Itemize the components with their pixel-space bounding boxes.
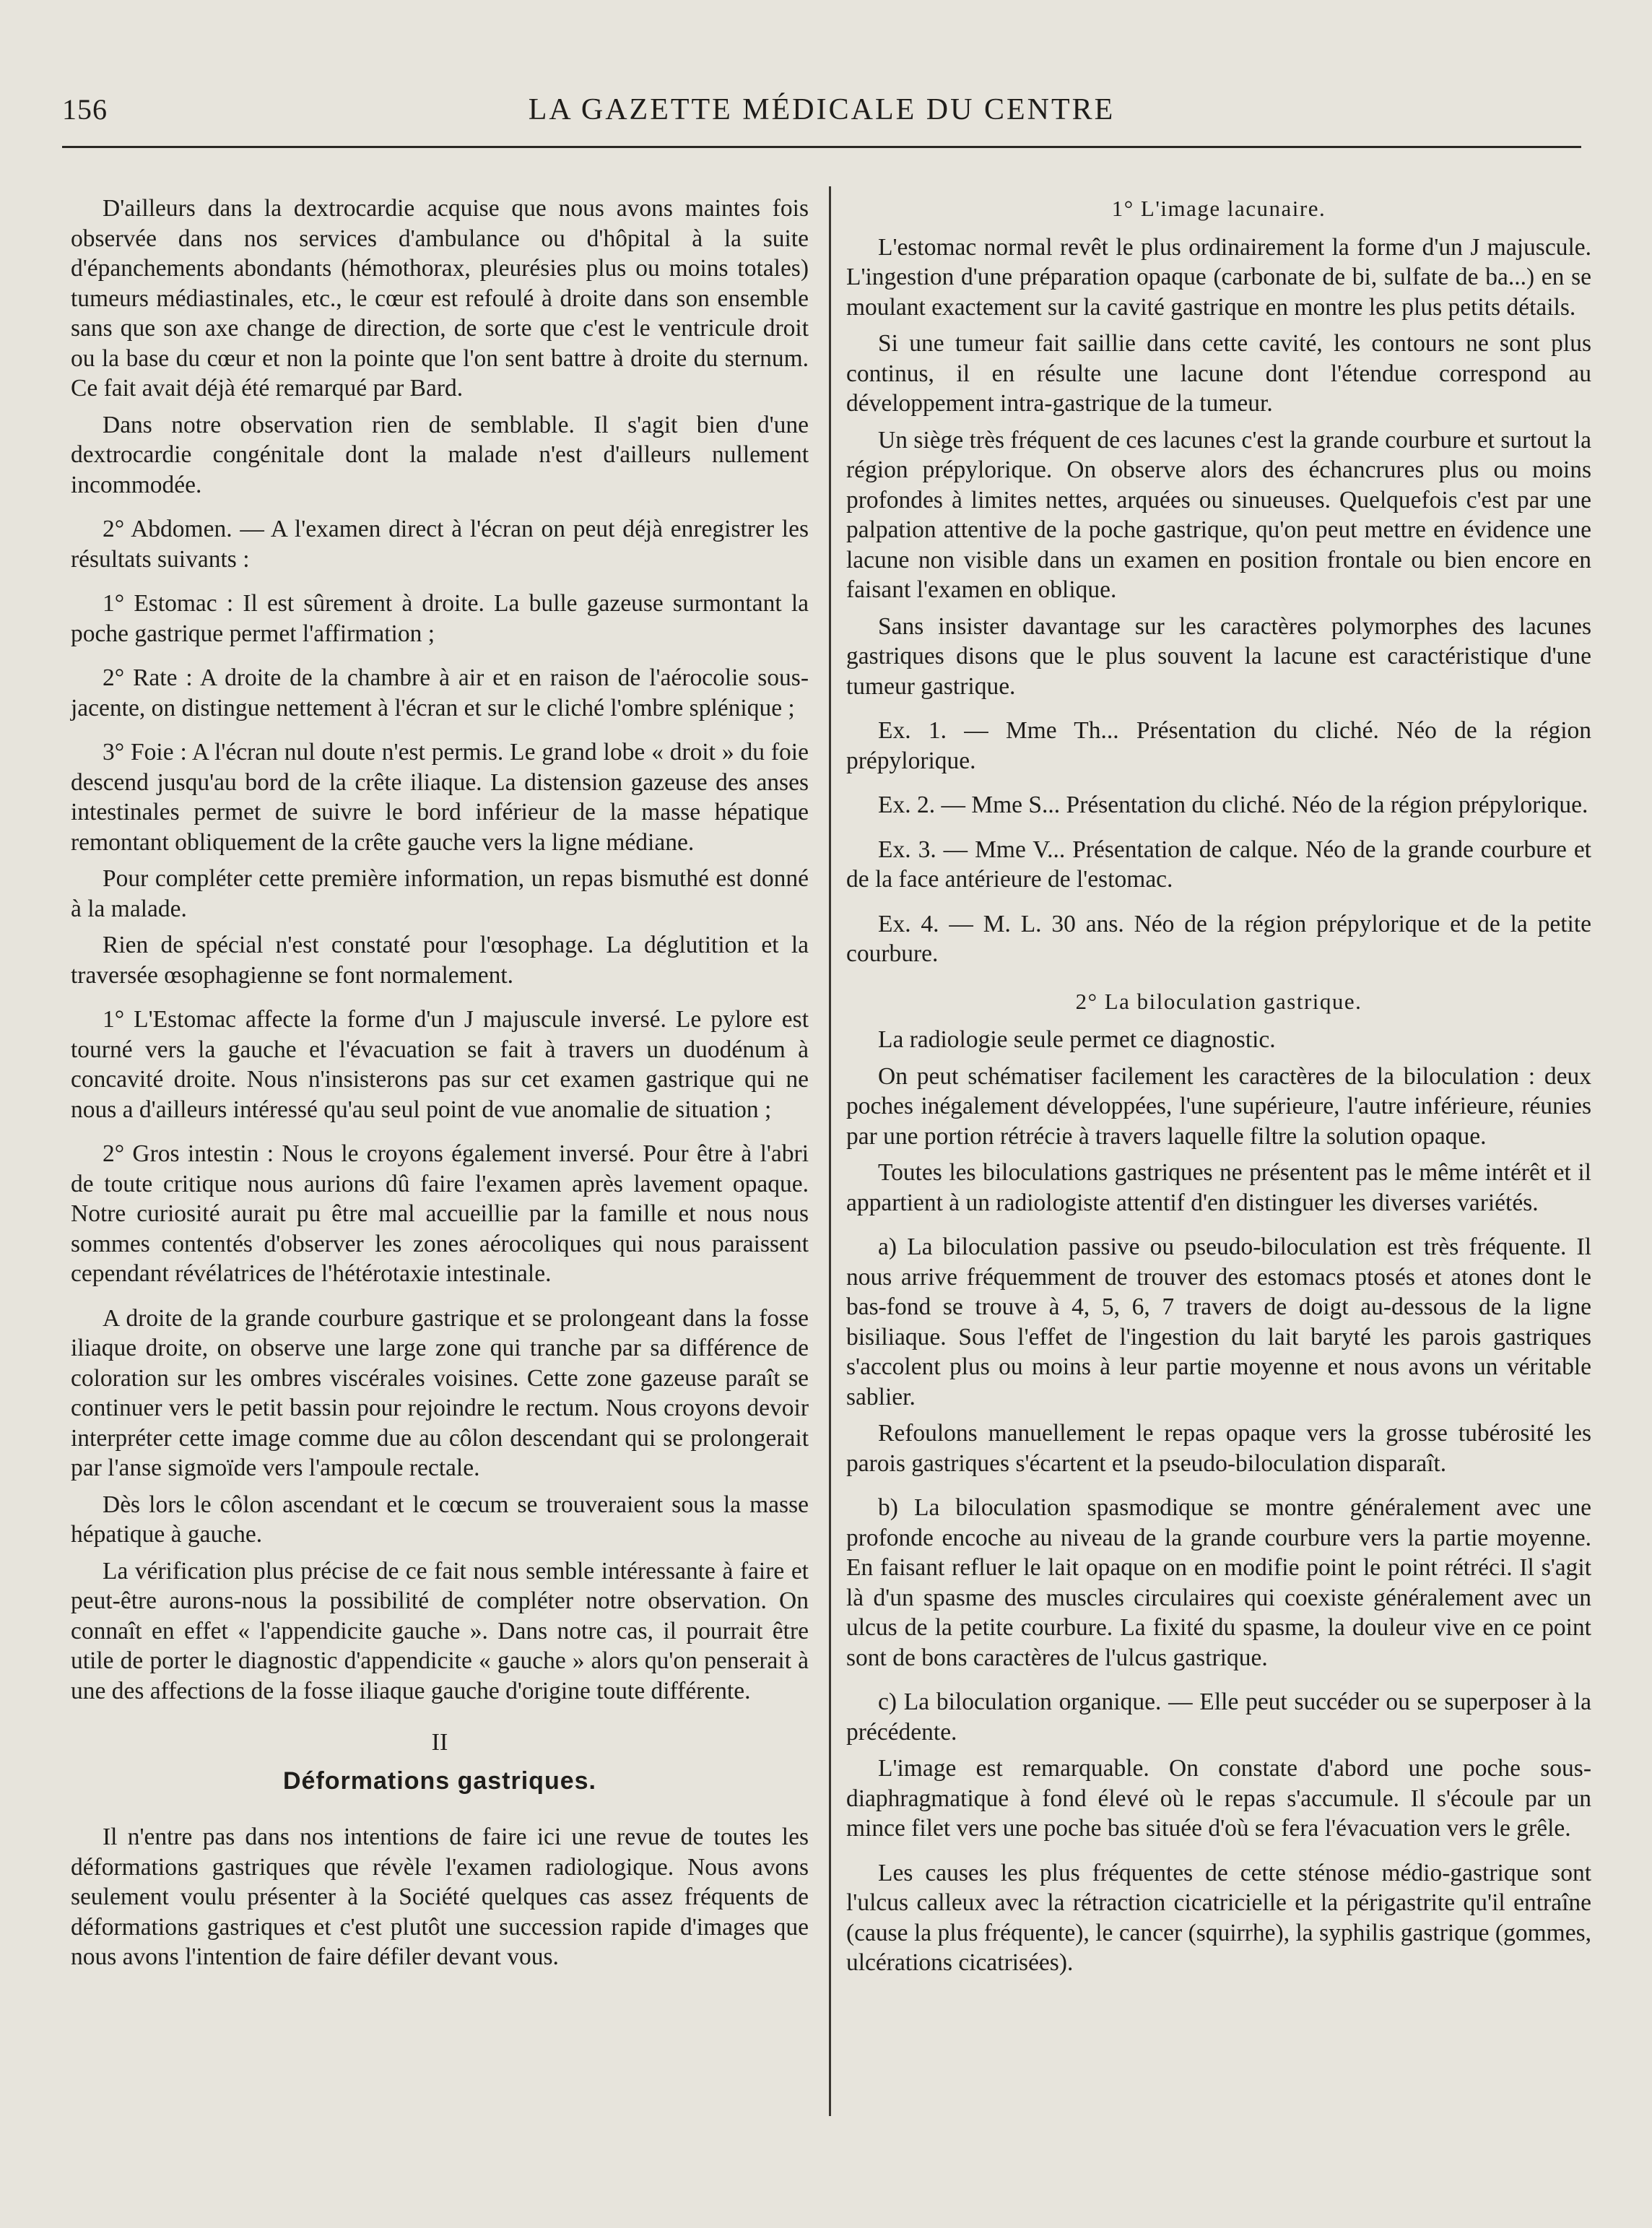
paragraph: La vérification plus précise de ce fait nous semble intéressante à faire et peut-être aurons-nous la possibilité de compléter notre observation. On connaît en effet « l'appendicite gauche ». Dans notre cas, il pourrait être utile de porter le diagnostic d'appendicite « gauche » alors qu'on penserait à une des affections de la fosse iliaque gauche d'origine toute différente. (71, 1557, 809, 1704)
paragraph: Sans insister davantage sur les caractères polymorphes des lacunes gastriques disons que le plus souvent la lacune est caractéristique d'une tumeur gastrique. (846, 612, 1591, 700)
subsection-heading: 2° La biloculation gastrique. (1075, 988, 1362, 1014)
paragraph: 2° Rate : A droite de la chambre à air et en raison de l'aérocolie sous-jacente, on distingue nettement à l'écran et sur le cliché l'ombre splénique ; (71, 664, 809, 721)
paragraph: La radiologie seule permet ce diagnostic. (878, 1026, 1276, 1053)
journal-title: LA GAZETTE MÉDICALE DU CENTRE (528, 93, 1116, 126)
example-item: Ex. 2. — Mme S... Présentation du cliché. Néo de la région prépylorique. (878, 792, 1588, 818)
example-item: Ex. 3. — Mme V... Présentation de calque. Néo de la grande courbure et de la face antérieure de l'estomac. (846, 836, 1591, 893)
paragraph: Dans notre observation rien de semblable. Il s'agit bien d'une dextrocardie congénitale dont la malade n'est d'ailleurs nullement incommodée. (71, 411, 809, 498)
paragraph: Dès lors le côlon ascendant et le cœcum se trouveraient sous la masse hépatique à gauche. (71, 1491, 809, 1548)
paragraph: L'image est remarquable. On constate d'abord une poche sous-diaphragmatique à fond élevé où le repas s'accumule. Il s'écoule par un mince filet vers une poche bas située d'où se fera l'évacuation vers le grêle. (846, 1755, 1591, 1842)
example-item: Ex. 4. — M. L. 30 ans. Néo de la région prépylorique et de la petite courbure. (846, 910, 1591, 967)
paragraph: c) La biloculation organique. — Elle peut succéder ou se superposer à la précédente. (846, 1689, 1591, 1746)
paragraph: 1° Estomac : Il est sûrement à droite. La bulle gazeuse surmontant la poche gastrique permet l'affirmation ; (71, 590, 809, 647)
section-title: Déformations gastriques. (283, 1767, 596, 1795)
paragraph: a) La biloculation passive ou pseudo-biloculation est très fréquente. Il nous arrive fréquemment de trouver des estomacs ptosés et atones dont le bas-fond se trouve à 4, 5, 6, 7 travers de doigt au-dessous de la ligne bisiliaque. Sous l'effet de l'ingestion du lait baryté les parois gastriques s'accolent plus ou moins à leur partie moyenne et nous avons un véritable sablier. (846, 1234, 1591, 1410)
paragraph: A droite de la grande courbure gastrique et se prolongeant dans la fosse iliaque droite, on observe une large zone qui tranche par sa différence de coloration sur les ombres viscérales voisines. Cette zone gazeuse paraît se continuer vers le petit bassin pour rejoindre le rectum. Nous croyons devoir interpréter cette image comme due au côlon descendant qui se prolongerait par l'anse sigmoïde vers l'ampoule rectale. (71, 1304, 809, 1481)
left-column (71, 194, 809, 1972)
right-column (846, 194, 1591, 1978)
paragraph: 2° Gros intestin : Nous le croyons également inversé. Pour être à l'abri de toute critique nous aurions dû faire l'examen après lavement opaque. Notre curiosité aurait pu être mal accueillie par la famille et nous nous sommes contentés d'observer les zones aérocoliques qui nous paraissent cependant révélatrices de l'hétérotaxie intestinale. (71, 1140, 809, 1287)
example-item: Ex. 1. — Mme Th... Présentation du cliché. Néo de la région prépylorique. (846, 717, 1591, 774)
paragraph: Les causes les plus fréquentes de cette sténose médio-gastrique sont l'ulcus calleux avec la rétraction cicatricielle et la périgastrite qu'il entraîne (cause la plus fréquente), le cancer (squirrhe), la syphilis gastrique (gommes, ulcérations cicatrisées). (846, 1859, 1591, 1976)
paragraph: 3° Foie : A l'écran nul doute n'est permis. Le grand lobe « droit » du foie descend jusqu'au bord de la crête iliaque. La distension gazeuse des anses intestinales permet de suivre le bord inférieur de la masse hépatique remontant obliquement de la crête gauche vers la ligne médiane. (71, 739, 809, 856)
paragraph: Rien de spécial n'est constaté pour l'œsophage. La déglutition et la traversée œsophagienne se font normalement. (71, 932, 809, 989)
paragraph: Il n'entre pas dans nos intentions de faire ici une revue de toutes les déformations gastriques que révèle l'examen radiologique. Nous avons seulement voulu présenter à la Société quelques cas assez fréquents de déformations gastriques et c'est plutôt une succession rapide d'images que nous avons l'intention de faire défiler devant vous. (71, 1824, 809, 1970)
page-header (62, 92, 1581, 136)
paragraph: b) La biloculation spasmodique se montre généralement avec une profonde encoche au niveau de la grande courbure vers la partie moyenne. En faisant refluer le lait opaque on en modifie point le point rétréci. Il s'agit là d'un spasme des muscles circulaires qui coexiste généralement avec un ulcus de la petite courbure. La fixité du spasme, la douleur vive en ce point sont de bons caractères de l'ulcus gastrique. (846, 1494, 1591, 1671)
page-number: 156 (62, 93, 108, 126)
paragraph: Si une tumeur fait saillie dans cette cavité, les contours ne sont plus continus, il en résulte une lacune dont l'étendue correspond au développement intra-gastrique de la tumeur. (846, 330, 1591, 417)
paragraph: 1° L'Estomac affecte la forme d'un J majuscule inversé. Le pylore est tourné vers la gauche et l'évacuation se fait à travers un duodénum à concavité droite. Nous n'insisterons pas sur cet examen gastrique qui ne nous a d'ailleurs intéressé qu'au seul point de vue anomalie de situation ; (71, 1006, 809, 1123)
column-divider (829, 186, 831, 2116)
header-rule (62, 146, 1581, 148)
subsection-heading: 1° L'image lacunaire. (1111, 196, 1326, 221)
paragraph: On peut schématiser facilement les caractères de la biloculation : deux poches inégalement développées, l'une supérieure, l'autre inférieure, réunies par une portion rétrécie à travers laquelle filtre la solution opaque. (846, 1062, 1591, 1150)
paragraph: Un siège très fréquent de ces lacunes c'est la grande courbure et surtout la région prépylorique. On observe alors des échancrures plus ou moins profondes à limites nettes, arquées ou sinueuses. Quelquefois c'est par une palpation attentive de la poche gastrique, qu'on peut mettre en évidence une lacune non visible dans un examen en position frontale ou bien encore en faisant l'examen en oblique. (846, 426, 1591, 603)
section-number: II (431, 1729, 448, 1756)
paragraph: Toutes les biloculations gastriques ne présentent pas le même intérêt et il appartient à un radiologiste attentif d'en distinguer les diverses variétés. (846, 1159, 1591, 1216)
paragraph: Pour compléter cette première information, un repas bismuthé est donné à la malade. (71, 865, 809, 922)
paragraph: D'ailleurs dans la dextrocardie acquise que nous avons maintes fois observée dans nos services d'ambulance ou d'hôpital à la suite d'épanchements abondants (hémothorax, pleurésies plus ou moins totales) tumeurs médiastinales, etc., le cœur est refoulé à droite dans son ensemble sans que son axe change de direction, de sorte que c'est le ventricule droit ou la base du cœur et non la pointe que l'on sent battre à droite du sternum. Ce fait avait déjà été remarqué par Bard. (71, 195, 809, 402)
paragraph: 2° Abdomen. — A l'examen direct à l'écran on peut déjà enregistrer les résultats suivants : (71, 516, 809, 573)
paragraph: L'estomac normal revêt le plus ordinairement la forme d'un J majuscule. L'ingestion d'une préparation opaque (carbonate de bi, sulfate de ba...) en se moulant exactement sur la cavité gastrique en montre les plus petits détails. (846, 233, 1591, 321)
paragraph: Refoulons manuellement le repas opaque vers la grosse tubérosité les parois gastriques s'écartent et la pseudo-biloculation disparaît. (846, 1420, 1591, 1477)
